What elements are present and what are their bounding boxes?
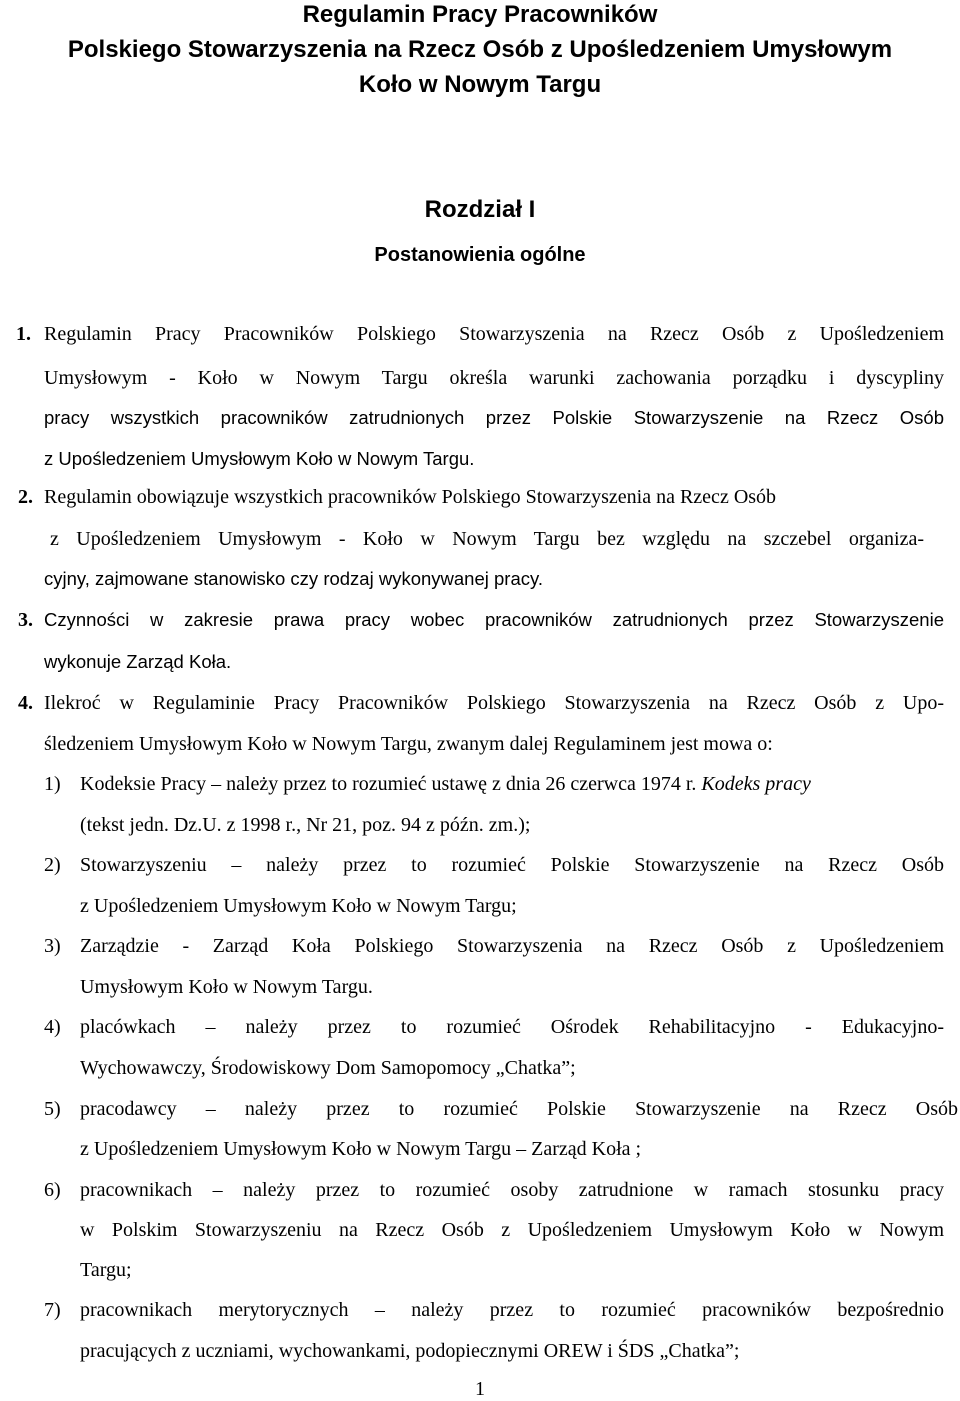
item-1-line2: (tekst jedn. Dz.U. z 1998 r., Nr 21, poz. 94 z późn. zm.); xyxy=(80,814,531,836)
item-5-line1: pracodawcy – należy przez to rozumieć Polskie Stowarzyszenie na Rzecz Osób xyxy=(80,1098,958,1120)
section-2-line3: cyjny, zajmowane stanowisko czy rodzaj wykonywanej pracy. xyxy=(44,568,544,589)
item-5-number: 5) xyxy=(44,1098,61,1120)
item-5-line2: z Upośledzeniem Umysłowym Koło w Nowym Targu – Zarząd Koła ; xyxy=(80,1138,642,1160)
item-4-line2: Wychowawczy, Środowiskowy Dom Samopomocy „Chatka”; xyxy=(80,1057,576,1079)
document-title-line1: Regulamin Pracy Pracowników xyxy=(302,1,658,28)
section-1-line3: pracy wszystkich pracowników zatrudnionych przez Polskie Stowarzyszenie na Rzecz Osób xyxy=(44,407,944,428)
item-6-line2: w Polskim Stowarzyszeniu na Rzecz Osób z Upośledzeniem Umysłowym Koło w Nowym xyxy=(80,1219,944,1241)
item-1-line1: Kodeksie Pracy – należy przez to rozumieć ustawę z dnia 26 czerwca 1974 r. Kodeks pracy xyxy=(80,773,811,795)
section-3-line1: Czynności w zakresie prawa pracy wobec pracowników zatrudnionych przez Stowarzyszenie xyxy=(44,609,944,630)
item-1-number: 1) xyxy=(44,773,61,795)
document-title-line2: Polskiego Stowarzyszenia na Rzecz Osób z Upośledzeniem Umysłowym xyxy=(67,36,893,63)
item-4-number: 4) xyxy=(44,1016,61,1038)
section-2-line2: z Upośledzeniem Umysłowym - Koło w Nowym Targu bez względu na szczebel organiza- xyxy=(50,528,924,550)
item-6-line1: pracownikach – należy przez to rozumieć osoby zatrudnione w ramach stosunku pracy xyxy=(80,1179,944,1201)
item-3-line2: Umysłowym Koło w Nowym Targu. xyxy=(80,976,373,998)
item-3-line1: Zarządzie - Zarząd Koła Polskiego Stowarzyszenia na Rzecz Osób z Upośledzeniem xyxy=(80,935,944,957)
section-3-number: 3. xyxy=(18,609,33,631)
item-6-line3: Targu; xyxy=(80,1259,132,1281)
section-3-line2: wykonuje Zarząd Koła. xyxy=(44,651,232,672)
item-6-number: 6) xyxy=(44,1179,61,1201)
item-2-line2: z Upośledzeniem Umysłowym Koło w Nowym Targu; xyxy=(80,895,517,917)
item-4-line1: placówkach – należy przez to rozumieć Ośrodek Rehabilitacyjno - Edukacyjno- xyxy=(80,1016,944,1038)
item-3-number: 3) xyxy=(44,935,61,957)
item-1-italic-title: Kodeks pracy xyxy=(701,773,811,795)
chapter-title: Rozdział I xyxy=(424,196,536,223)
item-7-line2: pracujących z uczniami, wychowankami, podopiecznymi OREW i ŚDS „Chatka”; xyxy=(80,1340,740,1362)
section-1-line2: Umysłowym - Koło w Nowym Targu określa warunki zachowania porządku i dyscypliny xyxy=(44,367,944,389)
section-1-number: 1. xyxy=(16,323,31,345)
section-1-line4: z Upośledzeniem Umysłowym Koło w Nowym Targu. xyxy=(44,448,475,469)
section-4-line1: Ilekroć w Regulaminie Pracy Pracowników Polskiego Stowarzyszenia na Rzecz Osób z Upo- xyxy=(44,692,944,714)
section-2-line1: Regulamin obowiązuje wszystkich pracowników Polskiego Stowarzyszenia na Rzecz Osób xyxy=(44,486,777,508)
section-2-number: 2. xyxy=(18,486,33,508)
item-2-number: 2) xyxy=(44,854,61,876)
section-1-line1: Regulamin Pracy Pracowników Polskiego Stowarzyszenia na Rzecz Osób z Upośledzeniem xyxy=(44,323,944,345)
section-4-number: 4. xyxy=(18,692,33,714)
section-4-line2: śledzeniem Umysłowym Koło w Nowym Targu, zwanym dalej Regulaminem jest mowa o: xyxy=(44,733,773,755)
item-7-line1: pracownikach merytorycznych – należy przez to rozumieć pracowników bezpośrednio xyxy=(80,1299,944,1321)
item-2-line1: Stowarzyszeniu – należy przez to rozumieć Polskie Stowarzyszenie na Rzecz Osób xyxy=(80,854,944,876)
document-title-line3: Koło w Nowym Targu xyxy=(358,71,602,98)
item-7-number: 7) xyxy=(44,1299,61,1321)
page-number: 1 xyxy=(475,1378,485,1400)
chapter-subtitle: Postanowienia ogólne xyxy=(374,244,586,266)
